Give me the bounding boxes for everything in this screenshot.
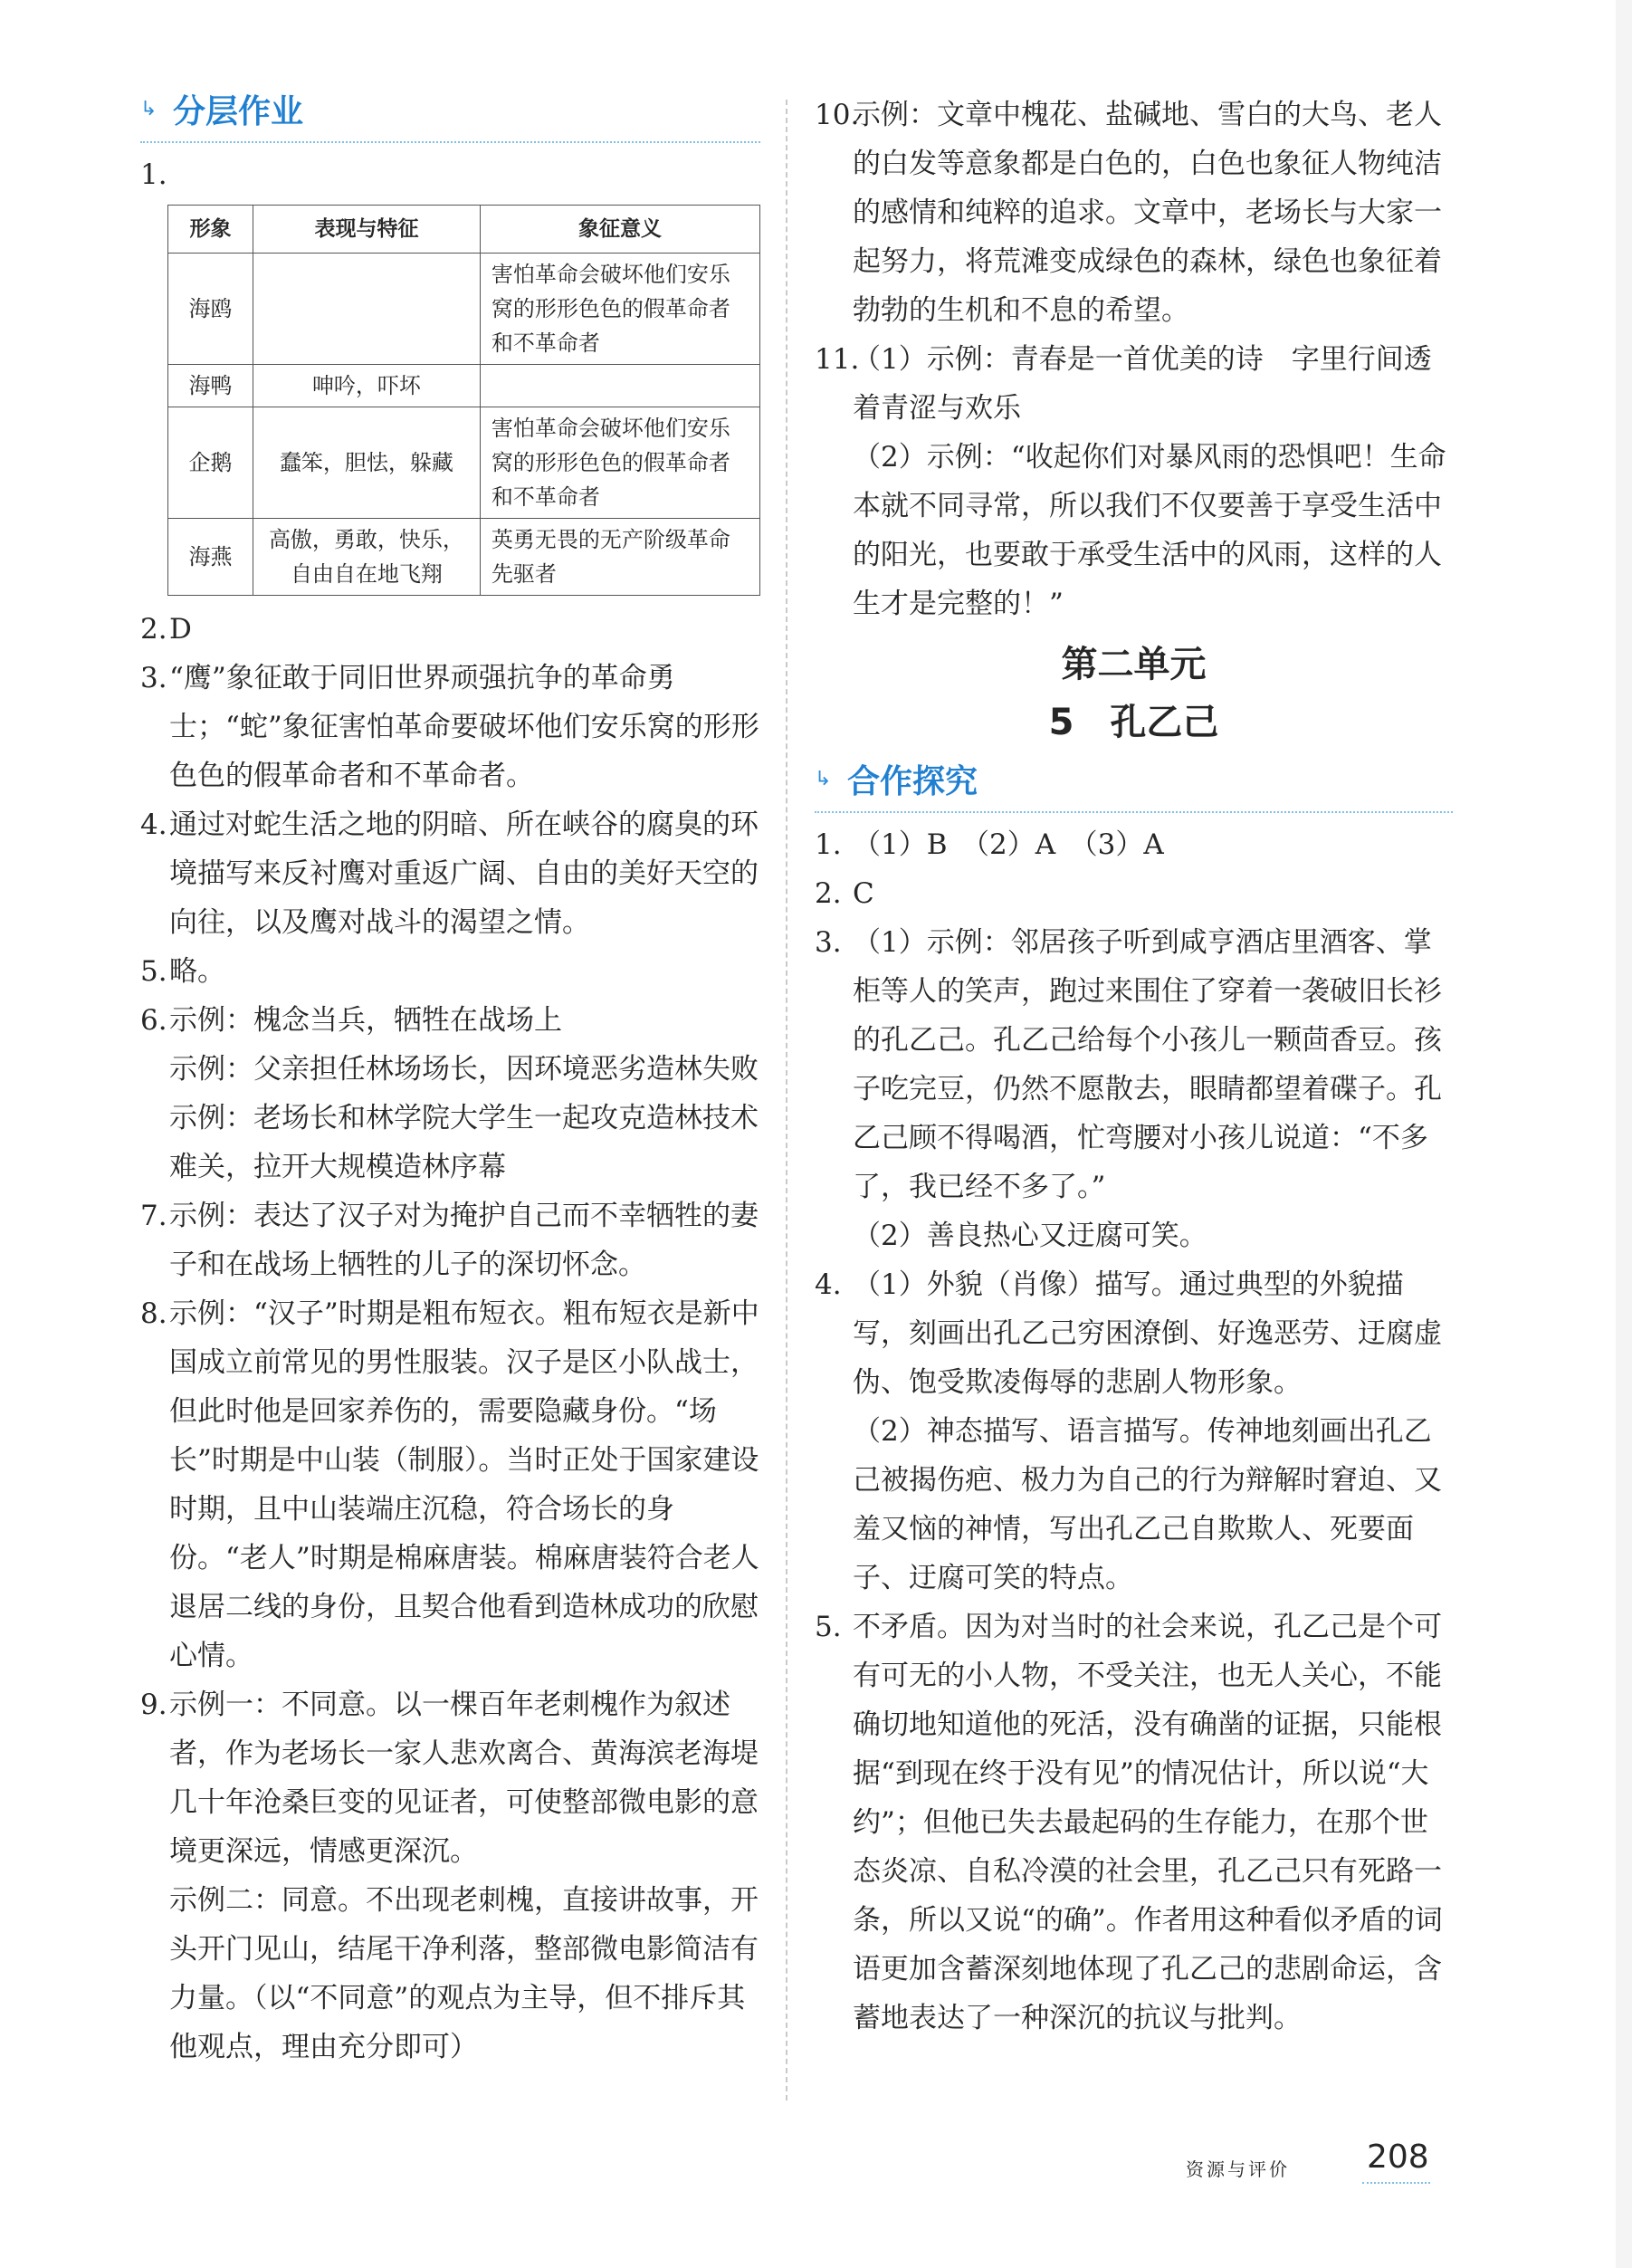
answer-item (815, 1603, 1453, 2043)
answer-item (140, 996, 760, 1191)
table-cell-feature: 呻吟，吓坏 (253, 365, 480, 407)
lesson-name: 孔乙己 (1110, 702, 1219, 743)
section-title: 合作探究 (847, 763, 978, 800)
page-number-rule (1362, 2182, 1430, 2184)
question-1 (140, 150, 760, 199)
right-answer-list-top (815, 91, 1453, 628)
answer-text: （1）外貌（肖像）描写。通过典型的外貌描写，刻画出孔乙己穷困潦倒、好逸恶劳、迂腐虚伪、饱受欺凌侮辱的悲剧人物形象。 (853, 1268, 1442, 1399)
question-number: 4. (815, 1268, 842, 1301)
question-number: 7. (140, 1200, 167, 1232)
answer-item (140, 800, 760, 947)
answer-text: （1）B （2）A （3）A (853, 828, 1164, 861)
answer-text: （2）善良热心又迂腐可笑。 (853, 1220, 1207, 1252)
table-row (168, 254, 760, 365)
answer-text: 略。 (169, 955, 225, 988)
answer-item (140, 605, 760, 654)
section-rule (140, 141, 760, 143)
answer-text: 示例一：不同意。以一棵百年老刺槐作为叙述者，作为老场长一家人悲欢离合、黄海滨老海堤几十年沧桑巨变的见证者，可使整部微电影的意境更深远，情感更深沉。 (169, 1689, 759, 1868)
table-cell-image: 海鸥 (168, 254, 253, 365)
right-column (815, 91, 1453, 2043)
lesson-title (815, 694, 1453, 751)
left-column (140, 91, 760, 2072)
answer-item (815, 869, 1453, 918)
answer-item (140, 1191, 760, 1289)
table-cell-image: 海燕 (168, 519, 253, 596)
answer-text: （1）示例：邻居孩子听到咸亨酒店里酒客、掌柜等人的笑声，跑过来围住了穿着一袭破旧长衫的孔乙己。孔乙己给每个小孩儿一颗茴香豆。孩子吃完豆，仍然不愿散去，眼睛都望着碟子。孔乙己顾不得喝酒，忙弯腰对小孩儿说道：“不多了，我已经不多了。” (853, 926, 1442, 1203)
table-row (168, 407, 760, 519)
question-number: 11. (815, 343, 860, 376)
symbol-table (167, 205, 760, 596)
answer-text: 示例：“汉子”时期是粗布短衣。粗布短衣是新中国成立前常见的男性服装。汉子是区小队战士，但此时他是回家养伤的，需要隐藏身份。“场长”时期是中山装（制服）。当时正处于国家建设时期，且中山装端庄沉稳，符合场长的身份。“老人”时期是棉麻唐装。棉麻唐装符合老人退居二线的身份，且契合他看到造林成功的欣慰心情。 (169, 1297, 759, 1672)
answer-item (140, 947, 760, 996)
table-cell-feature: 蠢笨，胆怯，躲藏 (253, 407, 480, 519)
question-number: 5. (815, 1611, 842, 1643)
table-cell-image: 企鹅 (168, 407, 253, 519)
table-cell-meaning: 害怕革命会破坏他们安乐窝的形形色色的假革命者和不革命者 (480, 254, 759, 365)
page-footer (1186, 2135, 1430, 2189)
answer-text: 示例：文章中槐花、盐碱地、雪白的大鸟、老人的白发等意象都是白色的，白色也象征人物纯洁的感情和纯粹的追求。文章中，老场长与大家一起努力，将荒滩变成绿色的森林，绿色也象征着勃勃的生机和不息的希望。 (853, 99, 1442, 327)
answer-text: （1）示例：青春是一首优美的诗 字里行间透着青涩与欢乐 (853, 343, 1432, 425)
answer-text: （2）示例：“收起你们对暴风雨的恐惧吧！生命本就不同寻常，所以我们不仅要善于享受生活中的阳光，也要敢于承受生活中的风雨，这样的人生才是完整的！” (853, 441, 1446, 620)
section-header-cooperative-inquiry (815, 761, 1453, 813)
right-answer-list-bottom (815, 820, 1453, 2043)
table-cell-meaning: 英勇无畏的无产阶级革命先驱者 (480, 519, 759, 596)
question-number: 9. (140, 1689, 167, 1721)
table-cell-feature: 高傲，勇敢，快乐，自由自在地飞翔 (253, 519, 480, 596)
question-number: 5. (140, 955, 167, 988)
table-header: 形象 (168, 206, 253, 254)
left-answer-list (140, 605, 760, 2072)
section-title: 分层作业 (173, 93, 304, 130)
answer-text: “鹰”象征敢于同旧世界顽强抗争的革命勇士；“蛇”象征害怕革命要破坏他们安乐窝的形形色色的假革命者和不革命者。 (169, 662, 759, 792)
answer-text: 示例：父亲担任林场场长，因环境恶劣造林失败 (169, 1053, 759, 1086)
column-divider (786, 100, 787, 2101)
table-cell-feature (253, 254, 480, 365)
answer-text: C (853, 877, 874, 910)
answer-item (140, 1680, 760, 2072)
section-marker-icon: ↳ (140, 98, 157, 120)
question-number: 1. (815, 828, 842, 861)
question-number: 1. (140, 158, 167, 191)
section-header-layered-homework (140, 91, 760, 143)
question-number: 2. (815, 877, 842, 910)
unit-title: 第二单元 (1061, 644, 1207, 685)
answer-text: 通过对蛇生活之地的阴暗、所在峡谷的腐臭的环境描写来反衬鹰对重返广阔、自由的美好天空的向往，以及鹰对战斗的渴望之情。 (169, 809, 759, 939)
question-number: 2. (140, 613, 167, 646)
answer-item (815, 1260, 1453, 1603)
answer-item (815, 91, 1453, 335)
answer-text: 示例：槐念当兵，牺牲在战场上 (169, 1004, 562, 1037)
question-number: 10. (815, 99, 860, 131)
book-name: 资源与评价 (1186, 2158, 1290, 2180)
answer-item (140, 1289, 760, 1680)
answer-text: 示例：老场长和林学院大学生一起攻克造林技术难关，拉开大规模造林序幕 (169, 1102, 759, 1183)
question-number: 3. (140, 662, 167, 694)
answer-text: 示例二：同意。不出现老刺槐，直接讲故事，开头开门见山，结尾干净利落，整部微电影简洁有力量。（以“不同意”的观点为主导，但不排斥其他观点，理由充分即可） (169, 1884, 759, 2063)
table-cell-meaning: 害怕革命会破坏他们安乐窝的形形色色的假革命者和不革命者 (480, 407, 759, 519)
answer-item (140, 654, 760, 800)
answer-text: （2）神态描写、语言描写。传神地刻画出孔乙己被揭伤疤、极力为自己的行为辩解时窘迫、又羞又恼的神情，写出孔乙己自欺欺人、死要面子、迂腐可笑的特点。 (853, 1415, 1442, 1594)
answer-text: 不矛盾。因为对当时的社会来说，孔乙己是个可有可无的小人物，不受关注，也无人关心，不能确切地知道他的死活，没有确凿的证据，只能根据“到现在终于没有见”的情况估计，所以说“大约”；但他已失去最起码的生存能力，在那个世态炎凉、自私冷漠的社会里，孔乙己只有死路一条，所以又说“的确”。作者用这种看似矛盾的词语更加含蓄深刻地体现了孔乙己的悲剧命运，含蓄地表达了一种深沉的抗议与批判。 (853, 1611, 1443, 2034)
answer-item (815, 918, 1453, 1260)
page-edge (1616, 0, 1632, 2268)
answer-item (815, 820, 1453, 869)
lesson-number: 5 (1048, 702, 1074, 743)
page-number: 208 (1367, 2139, 1429, 2176)
question-number: 6. (140, 1004, 167, 1037)
answer-item (815, 335, 1453, 628)
question-number: 8. (140, 1297, 167, 1330)
section-marker-icon: ↳ (815, 768, 832, 790)
table-cell-meaning (480, 365, 759, 407)
table-row (168, 365, 760, 407)
question-number: 3. (815, 926, 842, 959)
answer-text: 示例：表达了汉子对为掩护自己而不幸牺牲的妻子和在战场上牺牲的儿子的深切怀念。 (169, 1200, 759, 1281)
table-header-row (168, 206, 760, 254)
table-header: 象征意义 (480, 206, 759, 254)
table-header: 表现与特征 (253, 206, 480, 254)
question-number: 4. (140, 809, 167, 841)
table-row (168, 519, 760, 596)
answer-text: D (169, 613, 192, 646)
section-rule (815, 811, 1453, 813)
table-cell-image: 海鸭 (168, 365, 253, 407)
